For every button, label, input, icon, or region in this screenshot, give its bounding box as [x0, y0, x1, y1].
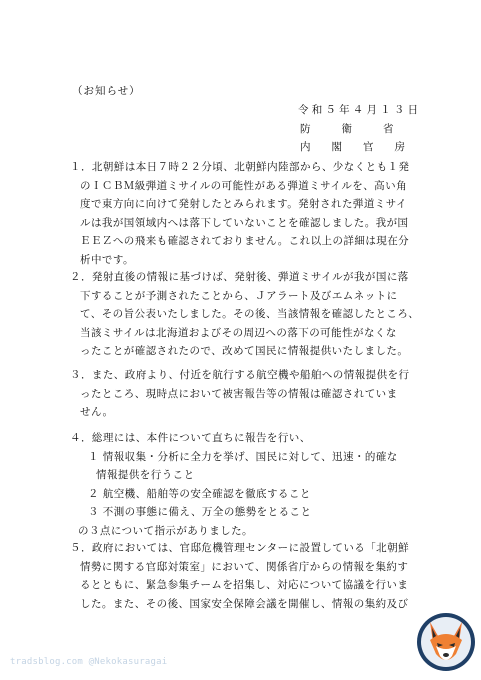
fox-logo-icon [416, 612, 476, 672]
instruction-2: ２ 航空機、船舶等の安全確認を徹底すること [88, 487, 311, 500]
section-5-line: 情勢に関する官邸対策室」において、関係省庁からの情報を集約す [80, 560, 409, 573]
issue-date: 令和５年４月１３日 [298, 104, 422, 116]
instruction-1: １ 情報収集・分析に全力を挙げ、国民に対して、迅速・的確な [88, 450, 398, 463]
section-4-closing: の３点について指示がありました。 [78, 524, 253, 537]
section-5-line: ５．政府においては、官邸危機管理センターに設置している「北朝鮮 [70, 542, 410, 554]
section-3-line: ったところ、現時点において被害報告等の情報は確認されていま [80, 387, 398, 400]
watermark-text: tradsblog.com @Nekokasuragai [10, 657, 168, 667]
section-1-line: のＩＣＢＭ級弾道ミサイルの可能性がある弾道ミサイルを、高い角 [80, 179, 408, 192]
header-block [298, 101, 426, 157]
section-2-line: 下することが予測されたことから、Ｊアラート及びエムネットに [80, 289, 398, 302]
notice-label: （お知らせ） [72, 85, 141, 97]
cabinet-secretariat: 内閣官房 [300, 141, 426, 153]
instruction-1-cont: 情報提供を行うこと [96, 469, 195, 482]
section-2-line: ２．発射直後の情報に基づけば、発射後、弾道ミサイルが我が国に落 [70, 271, 409, 283]
section-5-line: した。また、その後、国家安全保障会議を開催し、情報の集約及び [80, 597, 409, 610]
ministry-of-defense: 防衛省 [300, 122, 425, 135]
section-4-line: ４．総理には、本件について直ちに報告を行い、 [70, 432, 311, 444]
section-2-line: 当該ミサイルは北海道およびその周辺への落下の可能性がなくな [80, 326, 397, 339]
section-1-line: ルは我が国領域内へは落下していないことを確認しました。我が国 [80, 216, 409, 229]
section-5-line: るとともに、緊急参集チームを招集し、対応について協議を行いま [80, 579, 409, 592]
section-1-line: ＥＥＺへの飛来も確認されておりません。これ以上の詳細は現在分 [80, 235, 410, 248]
section-1-line: 析中です。 [80, 253, 134, 266]
section-2-line: ったことが確認されたので、改めて国民に情報提供いたしました。 [80, 345, 409, 358]
section-3-line: ３．また、政府より、付近を航行する航空機や船舶への情報提供を行 [70, 369, 410, 381]
section-2 [70, 268, 420, 361]
section-3-line: せん。 [80, 406, 114, 419]
section-1-line: 度で東方向に向けて発射したとみられます。発射された弾道ミサイ [80, 198, 407, 211]
section-4 [70, 429, 420, 541]
section-3 [70, 366, 420, 422]
section-2-line: て、その旨公表いたしました。その後、当該情報を確認したところ、 [80, 308, 420, 321]
instruction-3: ３ 不測の事態に備え、万全の態勢をとること [88, 506, 312, 519]
section-1-line: １．北朝鮮は本日７時２２分頃、北朝鮮内陸部から、少なくとも１発 [70, 161, 410, 173]
section-5 [70, 539, 420, 613]
section-1 [70, 158, 420, 270]
